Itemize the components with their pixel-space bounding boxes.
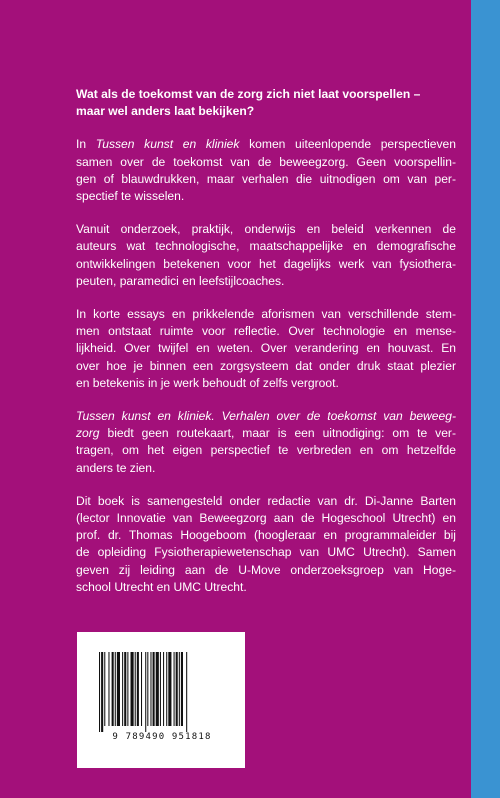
text-line: Vanuit onderzoek, praktijk, onderwijs en beleid verkennen de: [76, 222, 456, 237]
blue-edge-stripe: [471, 0, 500, 798]
barcode-bar: [115, 652, 116, 726]
text-line: gen of blauwdrukken, maar verhalen die uitnodigen om van per-: [76, 171, 456, 186]
text-line: [76, 408, 456, 425]
text-line: ontwikkelingen betekenen voor het dagelijks werk van fysiothera-: [76, 256, 456, 271]
lead-line: maar wel anders laat bekijken?: [76, 104, 255, 119]
lead-question: [76, 86, 456, 120]
barcode-bar: [108, 652, 109, 726]
text-line: In korte essays en prikkelende aforismen van verschillende stem-: [76, 307, 456, 322]
text-line: zorg biedt geen routekaart, maar is een uitnodiging: om te ver-: [76, 426, 456, 441]
text-line: prof. dr. Thomas Hoogeboom (hoogleraar en programmaleider bij: [76, 528, 456, 543]
barcode-bar: [135, 652, 136, 726]
barcode-bar: [147, 652, 148, 726]
text-line: auteurs wat technologische, maatschappelijke en demografische: [76, 239, 456, 254]
barcode-bar: [176, 652, 178, 726]
barcode-bar: [127, 652, 128, 726]
text-line: anders te zien.: [76, 460, 156, 475]
book-title-italic: Tussen kunst en kliniek: [95, 137, 240, 152]
text-line: over hoe je binnen een zorgsysteem dat onder druk staat plezier: [76, 358, 456, 373]
paragraph-invitation: [76, 408, 456, 477]
isbn-barcode: [77, 632, 245, 768]
paragraph-editors: [76, 493, 456, 596]
barcode-bar: [117, 652, 120, 726]
text-line: (lector Innovatie van Beweegzorg aan de Hogeschool Utrecht) en: [76, 511, 456, 526]
barcode-bar: [150, 652, 151, 726]
full-title-italic: Tussen kunst en kliniek. Verhalen over de toekomst van beweeg-: [76, 409, 456, 424]
barcode-bar: [156, 652, 159, 726]
barcode-bars: [97, 652, 225, 732]
text-line: samen over de toekomst van de beweegzorg. Geen voorspellin-: [76, 154, 456, 169]
barcode-bar: [153, 652, 155, 726]
text-line: spectief te wisselen.: [76, 189, 185, 204]
text-line: geven zij leiding aan de U-Move onderzoeksgroep van Hoge-: [76, 562, 456, 577]
barcode-bar: [145, 652, 146, 732]
paragraph-exploration: [76, 221, 456, 290]
text-line: school Utrecht en UMC Utrecht.: [76, 579, 247, 594]
isbn-digits: 9 789490 951818: [112, 732, 212, 742]
barcode-bar: [101, 652, 103, 732]
barcode-bar: [186, 652, 187, 732]
text-line: lijkheid. Over twijfel en weten. Over verandering en houvast. En: [76, 341, 456, 356]
text-line: Dit boek is samengesteld onder redactie van dr. Di-Janne Barten: [76, 493, 456, 508]
full-title-italic: zorg: [76, 426, 100, 441]
barcode-bar: [141, 652, 142, 726]
barcode-bar: [104, 652, 105, 726]
paragraph-intro: [76, 136, 456, 205]
barcode-bar: [168, 652, 171, 726]
barcode-bar: [99, 652, 100, 732]
text-line: de opleiding Fysiotherapiewetenschap van UMC Utrecht). Samen: [76, 545, 456, 560]
paragraph-essays: [76, 306, 456, 392]
barcode-bar: [124, 652, 126, 726]
barcode-bar: [181, 652, 183, 726]
text-line: men ontstaat ruimte voor reflectie. Over technologie en mense-: [76, 324, 456, 339]
barcode-bar: [112, 652, 114, 726]
blurb-text: [76, 86, 456, 612]
barcode-bar: [163, 652, 164, 726]
barcode-bar: [166, 652, 167, 726]
barcode-bar: [174, 652, 175, 726]
lead-line: Wat als de toekomst van de zorg zich niet laat voorspellen –: [76, 87, 421, 101]
text-line: peuten, paramedici en leefstijlcoaches.: [76, 273, 285, 288]
barcode-bar: [160, 652, 161, 726]
barcode-bar: [131, 652, 134, 726]
text-line: en betekenis in je werk behoudt of zelfs vergroot.: [76, 375, 339, 390]
barcode-bar: [122, 652, 123, 726]
text-line: In Tussen kunst en kliniek komen uiteenlopende perspectieven: [76, 137, 457, 152]
barcode-bar: [179, 652, 180, 726]
barcode-bar: [137, 652, 139, 726]
text-line: tragen, om het eigen perspectief te verbreden en om hetzelfde: [76, 443, 456, 458]
